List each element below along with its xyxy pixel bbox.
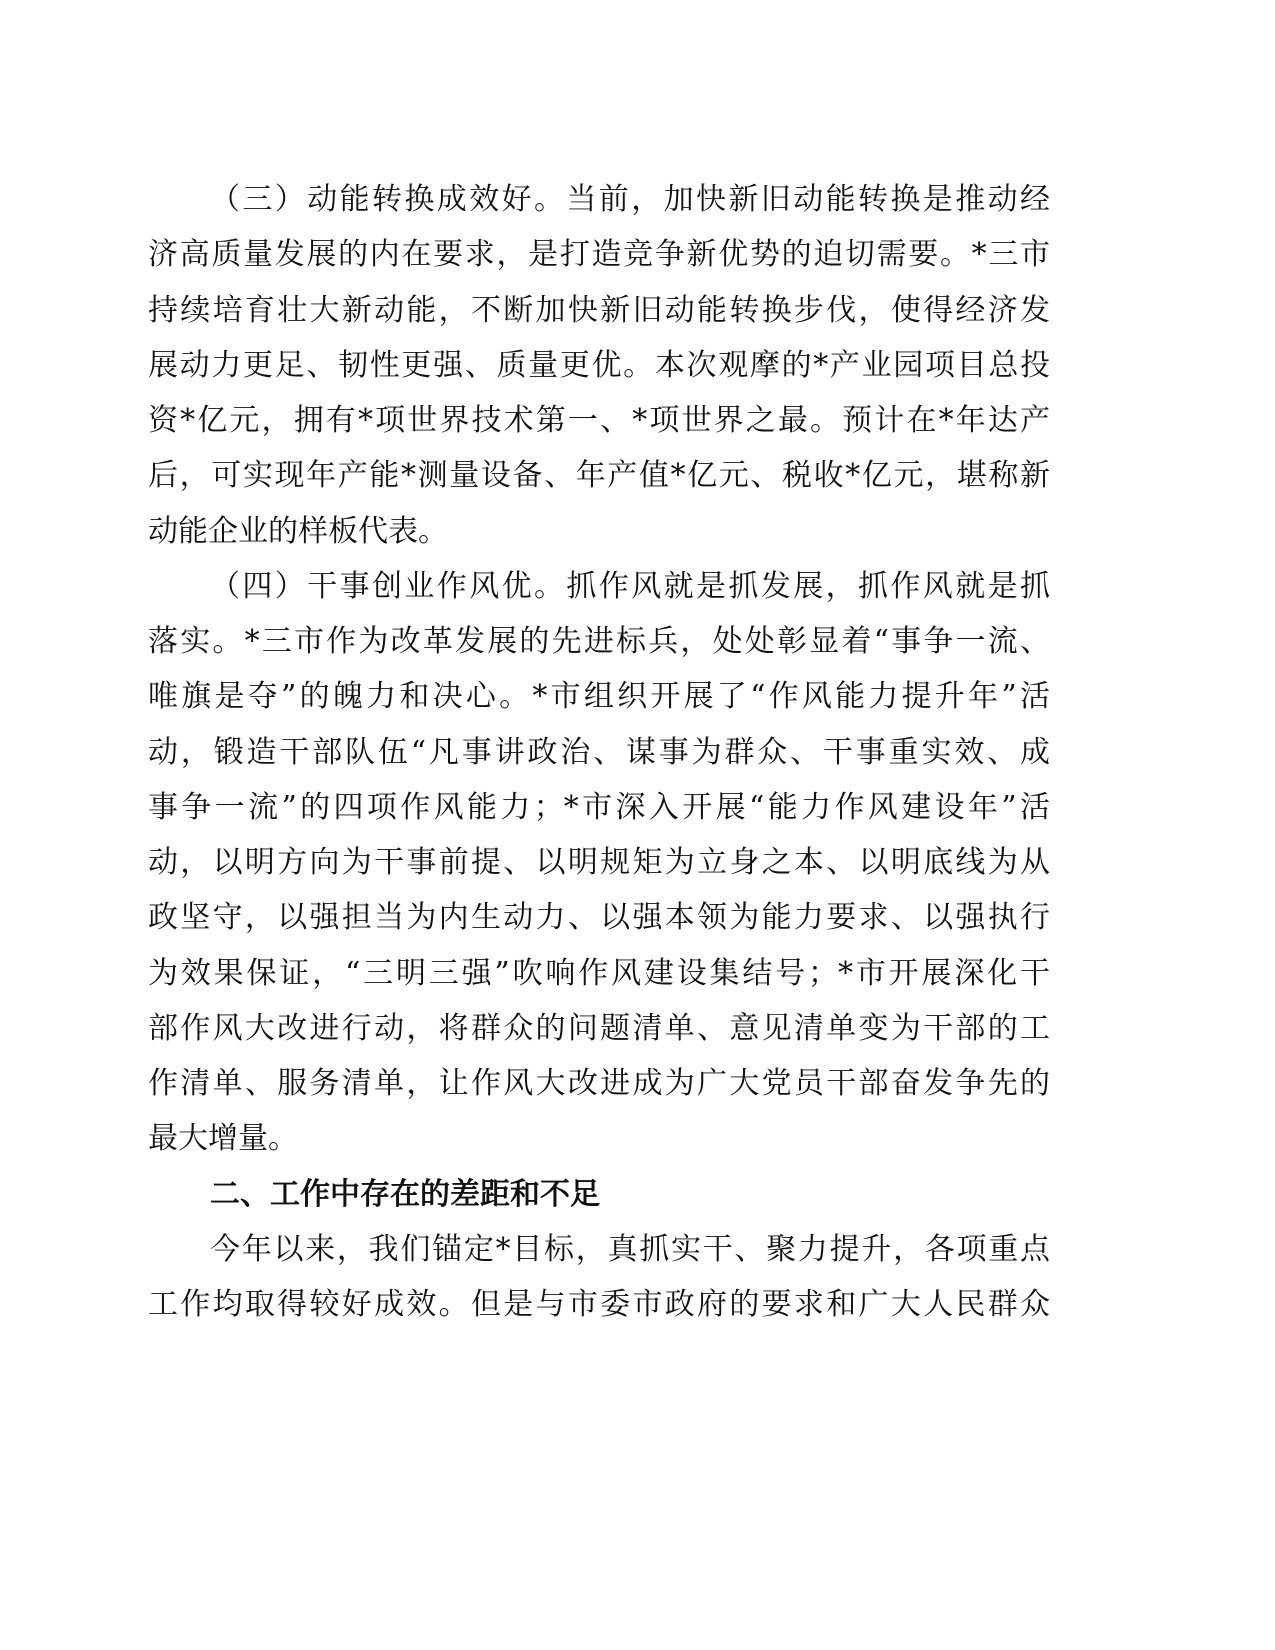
closing-paragraph: [148, 1222, 1050, 1333]
text-line: 作清单、服务清单，让作风大改进成为广大党员干部奋发争先的: [148, 1066, 1050, 1101]
paragraph-4-work-style: [148, 559, 1050, 1167]
text-line: 落实。*三市作为改革发展的先进标兵，处处彰显着“事争一流、: [148, 624, 1050, 659]
text-line: 动能企业的样板代表。: [148, 513, 448, 549]
text-line: 动，锻造干部队伍“凡事讲政治、谋事为群众、干事重实效、成: [148, 734, 1050, 770]
text-line: （四）干事创业作风优。抓作风就是抓发展，抓作风就是抓: [210, 568, 1050, 604]
text-line: 工作均取得较好成效。但是与市委市政府的要求和广大人民群众: [148, 1287, 1050, 1322]
text-line: （三）动能转换成效好。当前，加快新旧动能转换是推动经: [210, 182, 1050, 217]
text-line: 事争一流”的四项作风能力；*市深入开展“能力作风建设年”活: [148, 789, 1050, 825]
text-line: 唯旗是夺”的魄力和决心。*市组织开展了“作风能力提升年”活: [148, 679, 1050, 715]
document-page: [148, 172, 1050, 1332]
text-line: 济高质量发展的内在要求，是打造竞争新优势的迫切需要。*三市: [148, 237, 1050, 273]
section-heading: 二、工作中存在的差距和不足: [210, 1176, 600, 1212]
text-line: 今年以来，我们锚定*目标，真抓实干、聚力提升，各项重点: [210, 1231, 1050, 1267]
text-line: 为效果保证，“三明三强”吹响作风建设集结号；*市开展深化干: [148, 955, 1050, 991]
text-line: 部作风大改进行动，将群众的问题清单、意见清单变为干部的工: [148, 1010, 1050, 1046]
text-line: 动，以明方向为干事前提、以明规矩为立身之本、以明底线为从: [148, 845, 1050, 880]
text-line: 后，可实现年产能*测量设备、年产值*亿元、税收*亿元，堪称新: [148, 458, 1050, 494]
text-line: 持续培育壮大新动能，不断加快新旧动能转换步伐，使得经济发: [148, 292, 1050, 328]
text-line: 最大增量。: [148, 1121, 298, 1157]
paragraph-3-momentum: [148, 172, 1050, 559]
text-line: 政坚守，以强担当为内生动力、以强本领为能力要求、以强执行: [148, 900, 1050, 936]
text-line: 展动力更足、韧性更强、质量更优。本次观摩的*产业园项目总投: [148, 347, 1050, 383]
text-line: 资*亿元，拥有*项世界技术第一、*项世界之最。预计在*年达产: [148, 403, 1050, 438]
